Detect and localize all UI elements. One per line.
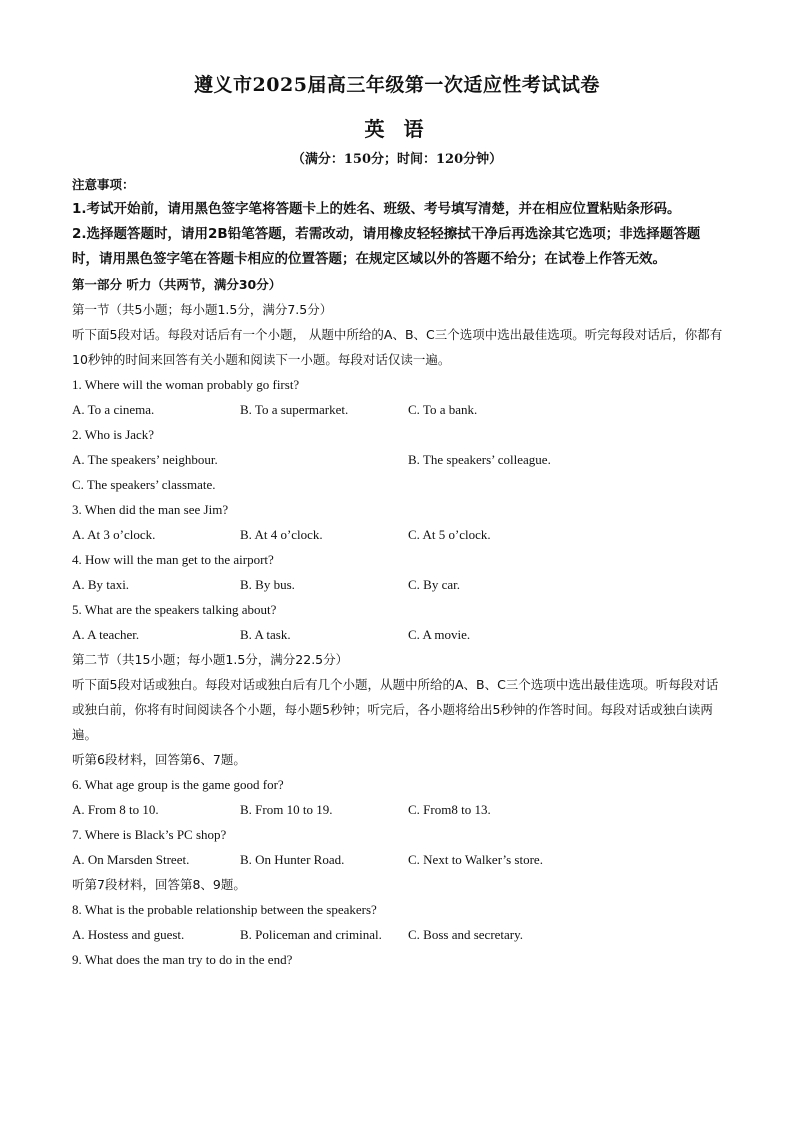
options-2-cont — [72, 472, 727, 497]
option-5c: C. A movie. — [408, 627, 471, 642]
option-6b: B. From 10 to 19. — [240, 802, 333, 817]
exam-subject: 英 语 — [364, 117, 430, 141]
options-8 — [72, 922, 727, 947]
option-3b: B. At 4 o’clock. — [240, 527, 323, 542]
option-5a: A. A teacher. — [72, 627, 140, 642]
option-6c: C. From8 to 13. — [408, 802, 491, 817]
options-3 — [72, 522, 727, 547]
section2-heading: 第二节（共15小题；每小题1.5分，满分22.5分） — [72, 652, 349, 667]
section1-heading: 第一节（共5小题；每小题1.5分，满分7.5分） — [72, 302, 333, 317]
question-8: 8. What is the probable relationship between the speakers? — [72, 902, 377, 917]
exam-meta: （满分：150分；时间：120分钟） — [291, 152, 503, 167]
option-8b: B. Policeman and criminal. — [240, 927, 382, 942]
question-6: 6. What age group is the game good for? — [72, 777, 284, 792]
options-7 — [72, 847, 727, 872]
option-3a: A. At 3 o’clock. — [72, 527, 156, 542]
notice-heading: 注意事项： — [72, 177, 135, 192]
question-4: 4. How will the man get to the airport? — [72, 552, 274, 567]
option-7a: A. On Marsden Street. — [72, 852, 190, 867]
options-4 — [72, 572, 727, 597]
question-9: 9. What does the man try to do in the end? — [72, 952, 293, 967]
option-8a: A. Hostess and guest. — [72, 927, 185, 942]
option-1c: C. To a bank. — [408, 402, 478, 417]
options-2 — [72, 447, 727, 472]
option-1a: A. To a cinema. — [72, 402, 155, 417]
exam-content — [72, 172, 727, 972]
option-5b: B. A task. — [240, 627, 291, 642]
option-4c: C. By car. — [408, 577, 460, 592]
options-1 — [72, 397, 727, 422]
question-5: 5. What are the speakers talking about? — [72, 602, 277, 617]
options-6 — [72, 797, 727, 822]
option-6a: A. From 8 to 10. — [72, 802, 159, 817]
material-7-label: 听第7段材料，回答第8、9题。 — [72, 877, 246, 892]
option-7c: C. Next to Walker’s store. — [408, 852, 543, 867]
part1-heading: 第一部分 听力（共两节，满分30分） — [72, 277, 282, 292]
option-4a: A. By taxi. — [72, 577, 130, 592]
option-2a: A. The speakers’ neighbour. — [72, 452, 218, 467]
exam-title: 遵义市2025届高三年级第一次适应性考试试卷 — [194, 74, 600, 96]
option-3c: C. At 5 o’clock. — [408, 527, 491, 542]
section1-instructions: 听下面5段对话。每段对话后有一个小题， 从题中所给的A、B、C三个选项中选出最佳选项。听完每段对话后，你都有10秒钟的时间来回答有关小题和阅读下一小题。每段对话仅读一遍。 — [72, 327, 723, 367]
question-1: 1. Where will the woman probably go first? — [72, 377, 300, 392]
notice-item-2: 2.选择题答题时，请用2B铅笔答题，若需改动，请用橡皮轻轻擦拭干净后再选涂其它选项；非选择题答题时，请用黑色签字笔在答题卡相应的位置答题；在规定区域以外的答题不给分；在试卷上作答无效。 — [72, 226, 701, 267]
option-2b: B. The speakers’ colleague. — [408, 452, 551, 467]
options-5 — [72, 622, 727, 647]
option-1b: B. To a supermarket. — [240, 402, 349, 417]
question-3: 3. When did the man see Jim? — [72, 502, 229, 517]
option-7b: B. On Hunter Road. — [240, 852, 345, 867]
section2-instructions: 听下面5段对话或独白。每段对话或独白后有几个小题，从题中所给的A、B、C三个选项中选出最佳选项。听每段对话或独白前，你将有时间阅读各个小题，每小题5秒钟；听完后，各小题将给出5秒钟的作答时间。每段对话或独白读两遍。 — [72, 677, 719, 742]
material-6-label: 听第6段材料，回答第6、7题。 — [72, 752, 246, 767]
option-4b: B. By bus. — [240, 577, 295, 592]
notice-item-1: 1.考试开始前，请用黑色签字笔将答题卡上的姓名、班级、考号填写清楚，并在相应位置粘贴条形码。 — [72, 201, 681, 217]
question-7: 7. Where is Black’s PC shop? — [72, 827, 227, 842]
option-2c: C. The speakers’ classmate. — [72, 477, 216, 492]
question-2: 2. Who is Jack? — [72, 427, 155, 442]
option-8c: C. Boss and secretary. — [408, 927, 524, 942]
